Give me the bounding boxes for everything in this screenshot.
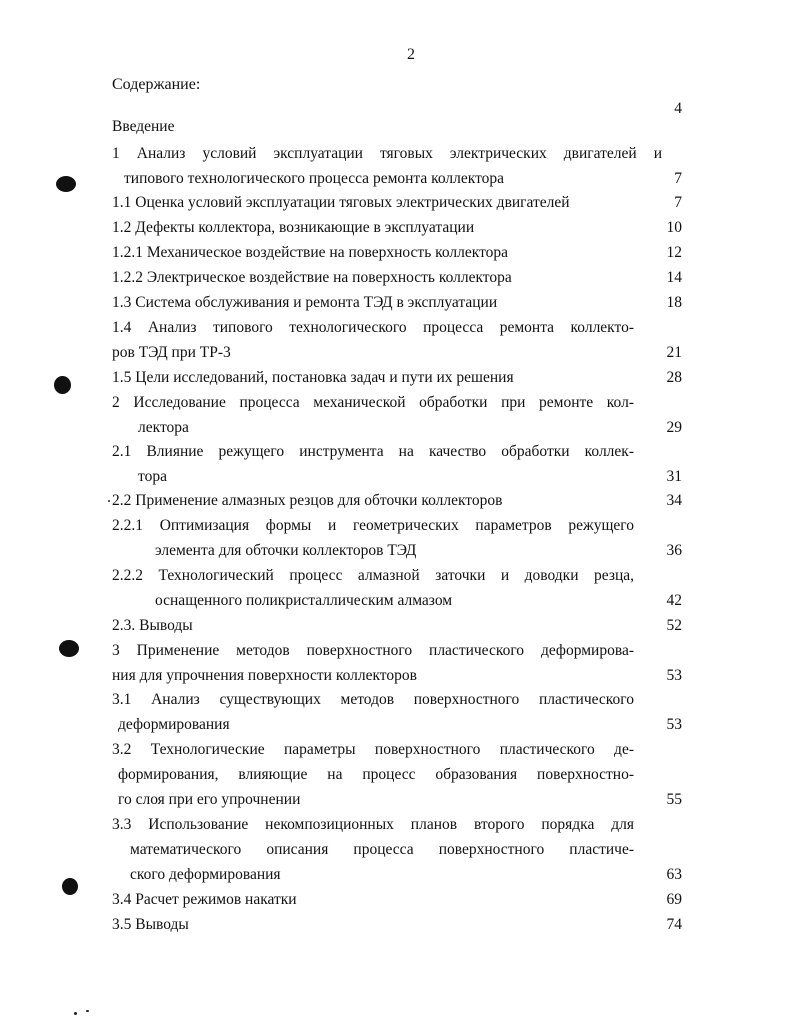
toc-page-number: 21 bbox=[666, 344, 682, 361]
toc-entry-line: оснащенного поликристаллическим алмазом bbox=[155, 592, 453, 609]
toc-entry-line: 3.2 Технологические параметры поверхностного пластического де- bbox=[112, 741, 634, 758]
punch-hole-mark bbox=[62, 878, 78, 895]
toc-page-number: 63 bbox=[666, 866, 682, 883]
toc-page-number: 69 bbox=[666, 891, 682, 908]
toc-entry-line: 3.3 Использование некомпозиционных планов второго порядка для bbox=[112, 816, 634, 833]
toc-entry-line: 2.2.2 Технологический процесс алмазной заточки и доводки резца, bbox=[112, 567, 634, 584]
toc-entry-line: ния для упрочнения поверхности коллекторов bbox=[112, 667, 417, 684]
toc-entry-line: 1.5 Цели исследований, постановка задач и пути их решения bbox=[112, 369, 514, 386]
punch-hole-mark bbox=[59, 640, 79, 657]
toc-entry-line: 1.2.1 Механическое воздействие на поверхность коллектора bbox=[112, 244, 509, 261]
toc-entry-line: ров ТЭД при ТР-3 bbox=[112, 344, 231, 361]
toc-entry-line: ского деформирования bbox=[130, 866, 281, 883]
punch-hole-mark bbox=[56, 176, 76, 192]
toc-page-number: 12 bbox=[666, 244, 682, 261]
toc-entry-line: 3 Применение методов поверхностного пластического деформирова- bbox=[112, 642, 634, 659]
toc-page-number: 7 bbox=[674, 170, 682, 187]
toc-page-number: 52 bbox=[666, 617, 682, 634]
toc-page-number: 31 bbox=[666, 468, 682, 485]
toc-entry-line: 1.4 Анализ типового технологического процесса ремонта коллекто- bbox=[112, 319, 634, 336]
toc-entry-line: 2.2.1 Оптимизация формы и геометрических параметров режущего bbox=[112, 517, 634, 534]
toc-page-number: 36 bbox=[666, 542, 682, 559]
toc-page-number: 42 bbox=[666, 592, 682, 609]
toc-entry-line: 1.2 Дефекты коллектора, возникающие в эксплуатации bbox=[112, 219, 475, 236]
toc-entry-line: 3.5 Выводы bbox=[112, 916, 189, 933]
toc-entry-line: го слоя при его упрочнении bbox=[118, 791, 301, 808]
toc-page-number: 29 bbox=[666, 419, 682, 436]
toc-entry-line: 2 Исследование процесса механической обработки при ремонте кол- bbox=[112, 394, 634, 411]
toc-entry-line: 2.3. Выводы bbox=[112, 617, 193, 634]
toc-entry-line: 1.3 Система обслуживания и ремонта ТЭД в эксплуатации bbox=[112, 294, 498, 311]
page-number: 2 bbox=[407, 46, 415, 63]
toc-entry-line: деформирования bbox=[118, 716, 230, 733]
toc-page-number: 53 bbox=[666, 716, 682, 733]
scan-speck bbox=[86, 1010, 89, 1012]
toc-entry-line: лектора bbox=[138, 419, 189, 436]
toc-page-number: 14 bbox=[666, 269, 682, 286]
punch-hole-mark bbox=[54, 376, 71, 394]
scan-speck bbox=[108, 500, 110, 502]
scan-speck bbox=[74, 1012, 77, 1015]
toc-entry-line: математического описания процесса поверхностного пластиче- bbox=[130, 841, 634, 858]
toc-entry-line: типового технологического процесса ремонта коллектора bbox=[124, 170, 505, 187]
toc-entry-line: тора bbox=[138, 468, 167, 485]
toc-page-number: 10 bbox=[666, 219, 682, 236]
toc-page-number: 4 bbox=[674, 100, 682, 117]
toc-page-number: 7 bbox=[674, 194, 682, 211]
toc-entry-line: 2.1 Влияние режущего инструмента на качество обработки коллек- bbox=[112, 443, 634, 460]
toc-page-number: 74 bbox=[666, 916, 682, 933]
toc-entry-line: элемента для обточки коллекторов ТЭД bbox=[155, 542, 417, 559]
toc-page-number: 34 bbox=[666, 492, 682, 509]
toc-entry-line: 1.2.2 Электрическое воздействие на поверхность коллектора bbox=[112, 269, 512, 286]
toc-entry-line: Введение bbox=[112, 118, 175, 135]
toc-page-number: 55 bbox=[666, 791, 682, 808]
toc-page-number: 28 bbox=[666, 369, 682, 386]
toc-entry-line: 1.1 Оценка условий эксплуатации тяговых электрических двигателей bbox=[112, 194, 570, 211]
toc-page-number: 53 bbox=[666, 667, 682, 684]
toc-entry-line: формирования, влияющие на процесс образования поверхностно- bbox=[118, 766, 634, 783]
toc-entry-line: 3.4 Расчет режимов накатки bbox=[112, 891, 297, 908]
toc-heading: Содержание: bbox=[112, 76, 201, 93]
toc-entry-line: 2.2 Применение алмазных резцов для обточки коллекторов bbox=[112, 492, 503, 509]
toc-entry-line: 3.1 Анализ существующих методов поверхностного пластического bbox=[112, 691, 634, 708]
toc-page-number: 18 bbox=[666, 294, 682, 311]
toc-entry-line: 1 Анализ условий эксплуатации тяговых электрических двигателей и bbox=[112, 145, 662, 162]
